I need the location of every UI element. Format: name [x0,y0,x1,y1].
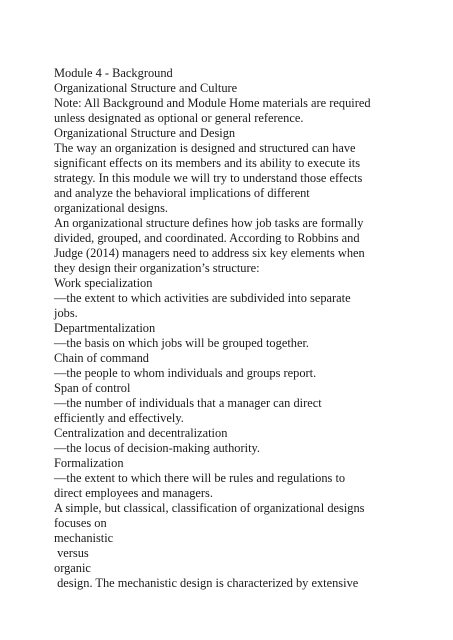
element-definition: —the number of individuals that a manager can direct [54,396,322,410]
text-line: they design their organization’s structure: [54,261,260,275]
element-definition: —the locus of decision-making authority. [54,441,261,455]
text-line: A simple, but classical, classification of organizational designs [54,501,365,515]
section-heading: Organizational Structure and Design [54,126,236,140]
text-line: and analyze the behavioral implications of different [54,186,310,200]
text-line: An organizational structure defines how job tasks are formally [54,216,364,230]
element-definition: —the people to whom individuals and groups report. [54,366,317,380]
module-subtitle: Organizational Structure and Culture [54,81,238,95]
element-term: Centralization and decentralization [54,426,228,440]
element-term: Work specialization [54,276,153,290]
text-line: Judge (2014) managers need to address six key elements when [54,246,365,260]
element-definition: direct employees and managers. [54,486,213,500]
text-line: organic [54,561,91,575]
text-line: significant effects on its members and its ability to execute its [54,156,361,170]
element-term: Span of control [54,381,131,395]
element-definition: jobs. [54,306,78,320]
text-line: design. The mechanistic design is characterized by extensive [54,576,359,590]
text-line: mechanistic [54,531,114,545]
text-line: strategy. In this module we will try to understand those effects [54,171,363,185]
text-line: divided, grouped, and coordinated. According to Robbins and [54,231,360,245]
element-definition: efficiently and effectively. [54,411,184,425]
text-line: Note: All Background and Module Home materials are required [54,96,371,110]
element-definition: —the extent to which activities are subdivided into separate [54,291,351,305]
element-definition: —the extent to which there will be rules and regulations to [54,471,346,485]
text-line: unless designated as optional or general reference. [54,111,304,125]
module-title: Module 4 - Background [54,66,173,80]
document-body [54,66,434,591]
text-line: versus [54,546,89,560]
element-term: Chain of command [54,351,149,365]
element-term: Departmentalization [54,321,156,335]
element-definition: —the basis on which jobs will be grouped together. [54,336,309,350]
element-term: Formalization [54,456,124,470]
text-line: organizational designs. [54,201,169,215]
text-line: focuses on [54,516,107,530]
text-line: The way an organization is designed and structured can have [54,141,356,155]
